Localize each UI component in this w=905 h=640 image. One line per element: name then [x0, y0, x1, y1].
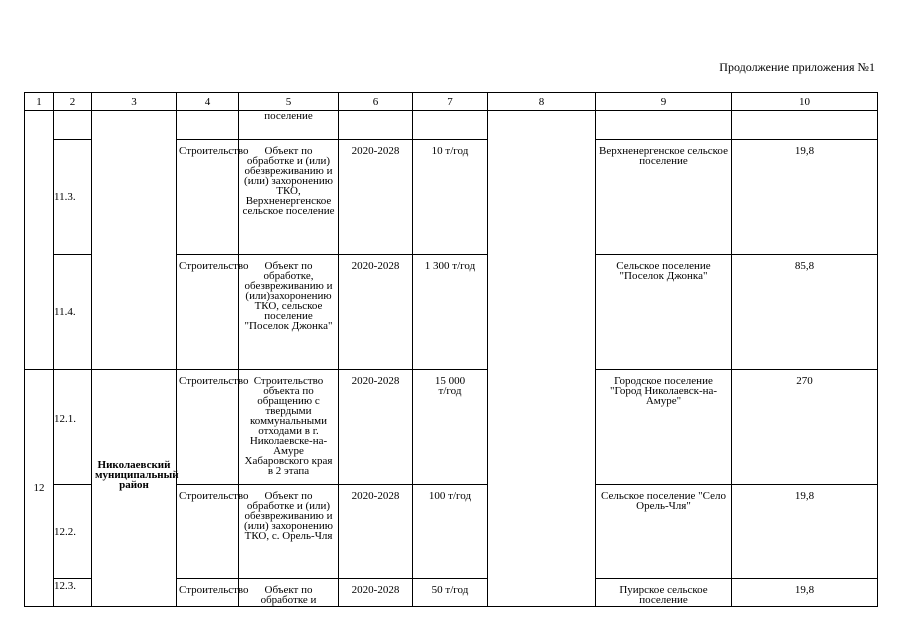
- index-cell: 11.4.: [54, 255, 92, 370]
- district-cell: [92, 111, 177, 370]
- capacity-cell: [413, 370, 488, 485]
- column-header: 9: [596, 93, 732, 111]
- settlement-text: Сельское поселение "Село Орель-Чля": [601, 490, 726, 512]
- period-cell: [339, 111, 413, 140]
- settlement-cell: [596, 111, 732, 140]
- column-header: 10: [732, 93, 878, 111]
- capacity-cell: [413, 485, 488, 579]
- period-cell: [339, 255, 413, 370]
- column-header: 7: [413, 93, 488, 111]
- capacity-cell: [413, 111, 488, 140]
- object-cell: [239, 370, 339, 485]
- settlement-text: Верхненергенское сельское поселение: [599, 145, 728, 167]
- capacity-text: 1 300 т/год: [424, 260, 476, 272]
- column-header: 8: [488, 93, 596, 111]
- period-text: 2020-2028: [351, 584, 400, 596]
- value-text: 85,8: [794, 260, 815, 272]
- object-text: Объект по обработке и: [260, 584, 317, 606]
- value-text: 19,8: [794, 490, 815, 502]
- group-number-cell: [25, 111, 54, 370]
- object-cell: [239, 140, 339, 255]
- group-number: 12: [33, 482, 45, 494]
- object-cell: [239, 579, 339, 607]
- value-cell: [732, 579, 878, 607]
- value-text: 19,8: [794, 145, 815, 157]
- value-cell: [732, 370, 878, 485]
- capacity-text: 15 000 т/год: [434, 375, 466, 397]
- value-cell: [732, 255, 878, 370]
- period-cell: [339, 579, 413, 607]
- capacity-text: 100 т/год: [428, 490, 472, 502]
- value-cell: [732, 485, 878, 579]
- column-header: 4: [177, 93, 239, 111]
- capacity-cell: [413, 140, 488, 255]
- type-cell: [177, 255, 249, 370]
- capacity-cell: [413, 255, 488, 370]
- type-cell: [177, 111, 239, 140]
- object-text: Объект по обработке и (или) обезвреживанию и (или) захоронению ТКО, Верхненергенское сельское поселение: [242, 145, 335, 217]
- period-text: 2020-2028: [351, 145, 400, 157]
- value-cell: [732, 111, 878, 140]
- period-cell: [339, 370, 413, 485]
- column8-cell: [488, 111, 596, 607]
- column-header: 6: [339, 93, 413, 111]
- column-header: 3: [92, 93, 177, 111]
- object-cell: [239, 111, 339, 140]
- value-text: 19,8: [794, 584, 815, 596]
- type-text: Строительство: [179, 260, 249, 272]
- district-name: Николаевский муниципальный район: [95, 459, 179, 491]
- object-text: Объект по обработке, обезвреживанию и (или)захоронению ТКО, сельское поселение "Поселок Джонка": [244, 260, 333, 332]
- column-header: 2: [54, 93, 92, 111]
- type-text: Строительство: [179, 375, 249, 387]
- type-cell: [177, 140, 249, 255]
- value-cell: [732, 140, 878, 255]
- object-cell: [239, 255, 339, 370]
- capacity-cell: [413, 579, 488, 607]
- type-text: Строительство: [179, 490, 249, 502]
- settlement-cell: [596, 485, 732, 579]
- settlement-text: Городское поселение "Город Николаевск-на-Амуре": [609, 375, 718, 407]
- type-cell: [177, 370, 249, 485]
- settlement-text: Сельское поселение "Поселок Джонка": [616, 260, 711, 282]
- period-text: 2020-2028: [351, 375, 400, 387]
- object-text: поселение: [264, 110, 313, 122]
- capacity-text: 50 т/год: [431, 584, 469, 596]
- settlement-cell: [596, 370, 732, 485]
- period-cell: [339, 485, 413, 579]
- continuation-caption: Продолжение приложения №1: [719, 60, 875, 74]
- table-row: [25, 111, 878, 140]
- index-cell: [54, 111, 92, 140]
- period-cell: [339, 140, 413, 255]
- type-text: Строительство: [179, 584, 249, 596]
- type-text: Строительство: [179, 145, 249, 157]
- index-cell: 12.3.: [54, 579, 92, 607]
- object-text: Строительство объекта по обращению с твердыми коммунальными отходами в г. Николаевске-на-Амуре Хабаровского края в 2 этапа: [244, 375, 333, 477]
- value-text: 270: [796, 375, 813, 387]
- column-header: 1: [25, 93, 54, 111]
- objects-table: [24, 92, 878, 607]
- index-cell: 12.1.: [54, 370, 92, 485]
- settlement-text: Пуирское сельское поселение: [619, 584, 708, 606]
- settlement-cell: [596, 140, 732, 255]
- district-cell: [92, 370, 177, 607]
- type-cell: [177, 485, 249, 579]
- settlement-cell: [596, 255, 732, 370]
- column-header: 5: [239, 93, 339, 111]
- period-text: 2020-2028: [351, 490, 400, 502]
- object-text: Объект по обработке и (или) обезвреживанию и (или) захоронению ТКО, с. Орель-Чля: [244, 490, 333, 542]
- capacity-text: 10 т/год: [431, 145, 469, 157]
- group-number-cell: [25, 370, 54, 607]
- index-cell: 12.2.: [54, 485, 92, 579]
- settlement-cell: [596, 579, 732, 607]
- index-cell: 11.3.: [54, 140, 92, 255]
- column-number-row: [25, 93, 878, 111]
- table-row: [25, 370, 878, 485]
- type-cell: [177, 579, 249, 607]
- object-cell: [239, 485, 339, 579]
- period-text: 2020-2028: [351, 260, 400, 272]
